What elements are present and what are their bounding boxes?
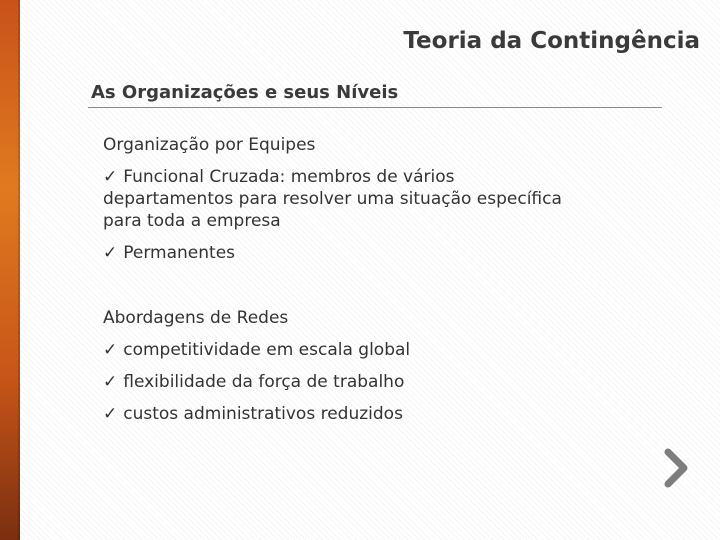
checkmark-icon: ✓ — [103, 372, 118, 392]
slide-title: Teoria da Contingência — [403, 28, 700, 54]
next-slide-button[interactable] — [664, 448, 690, 488]
list-item-text: competitividade em escala global — [123, 340, 411, 360]
list-item — [103, 371, 573, 393]
list-item — [103, 242, 573, 264]
list-item-text: custos administrativos reduzidos — [123, 404, 403, 424]
section-heading: Organização por Equipes — [103, 135, 316, 155]
chevron-right-icon — [664, 448, 690, 488]
list-item — [103, 403, 573, 425]
left-accent-bar — [0, 0, 20, 540]
section-spacer — [103, 274, 573, 307]
section-equipes — [103, 134, 573, 264]
checkmark-icon: ✓ — [103, 340, 118, 360]
slide-subtitle: As Organizações e seus Níveis — [91, 82, 399, 103]
checkmark-icon: ✓ — [103, 404, 118, 424]
slide-content — [103, 134, 573, 435]
list-item-text: Funcional Cruzada: membros de vários departamentos para resolver uma situação específica para toda a empresa — [103, 167, 562, 231]
list-item-text: flexibilidade da força de trabalho — [123, 372, 405, 392]
checkmark-icon: ✓ — [103, 243, 118, 263]
section-redes — [103, 307, 573, 425]
subtitle-divider — [88, 107, 662, 108]
checkmark-icon: ✓ — [103, 167, 118, 187]
section-heading: Abordagens de Redes — [103, 308, 289, 328]
list-item-text: Permanentes — [123, 243, 236, 263]
list-item — [103, 339, 573, 361]
list-item — [103, 166, 573, 232]
